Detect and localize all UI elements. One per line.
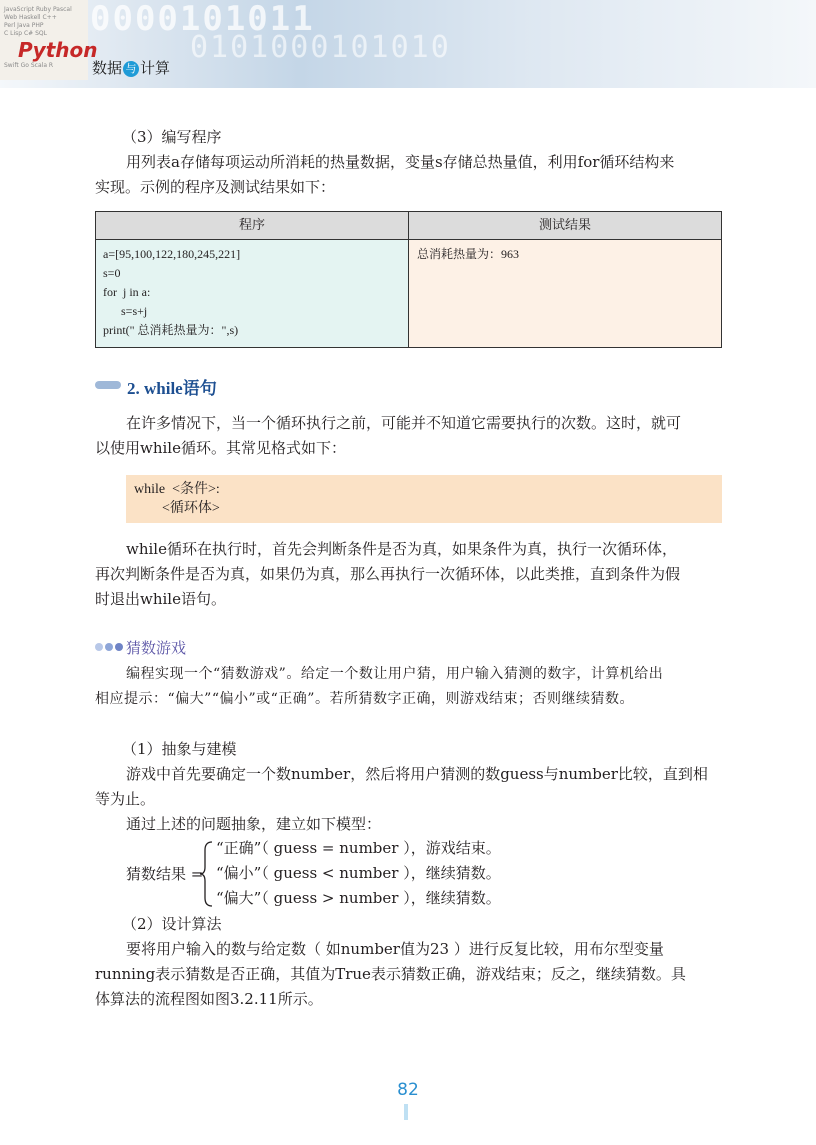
while-syntax-box <box>126 475 722 523</box>
step2-line1: 要将用户输入的数与给定数（ 如number值为23 ）进行反复比较，用布尔型变量 <box>126 940 664 958</box>
while-explain-line1: while循环在执行时，首先会判断条件是否为真，如果条件为真，执行一次循环体， <box>126 540 677 558</box>
program-code-cell <box>96 240 409 347</box>
while-intro-line1: 在许多情况下，当一个循环执行之前，可能并不知道它需要执行的次数。这时，就可 <box>126 414 682 432</box>
logo-python-text: Python <box>18 38 98 62</box>
binary-decoration-secondary: 0101000101010 <box>190 30 451 65</box>
result-text: 总消耗热量为：963 <box>417 247 520 261</box>
step1-paragraph-line2: 等为止。 <box>95 790 156 808</box>
step2-line2: running表示猜数是否正确，其值为True表示猜数正确，游戏结束；反之，继续猜数。具 <box>95 965 686 983</box>
title-dot-icon <box>115 643 123 651</box>
section-title: 2. while语句 <box>127 379 217 398</box>
title-dot-icon <box>95 643 103 651</box>
table-header-result: 测试结果 <box>409 212 721 240</box>
step1-paragraph-line1: 游戏中首先要确定一个数number，然后将用户猜测的数guess与number比较，直到相 <box>126 765 708 783</box>
while-explain-line3: 时退出while语句。 <box>95 590 226 608</box>
logo-word-row: Perl Java PHP <box>4 22 44 29</box>
step3-paragraph-line2: 实现。示例的程序及测试结果如下： <box>95 178 336 196</box>
book-title <box>92 57 170 78</box>
book-title-circle: 与 <box>123 61 139 77</box>
curly-brace-icon <box>198 840 214 908</box>
model-case: “偏大”（ guess > number ），继续猜数。 <box>216 889 501 907</box>
step1-heading: （1）抽象与建模 <box>122 740 237 758</box>
page-number: 82 <box>397 1080 419 1100</box>
book-title-part1: 数据 <box>92 59 123 77</box>
section-marker-bar <box>95 381 121 389</box>
code-line: s=s+j <box>103 304 148 318</box>
test-result-cell <box>409 240 721 347</box>
logo-word-row: Swift Go Scala R <box>4 62 54 69</box>
model-case: “正确”（ guess = number ），游戏结束。 <box>216 839 501 857</box>
code-line: a=[95,100,122,180,245,221] <box>103 247 241 261</box>
model-label: 猜数结果 = <box>126 865 204 883</box>
step2-heading: （2）设计算法 <box>122 915 222 933</box>
while-explain-line2: 再次判断条件是否为真，如果仍为真，那么再执行一次循环体，以此类推，直到条件为假 <box>95 565 681 583</box>
logo-word-row: C Lisp C# SQL <box>4 30 47 37</box>
syntax-line: while <条件>: <box>134 482 220 497</box>
logo-word-row: Web Haskell C++ <box>4 14 57 21</box>
python-logo <box>0 0 98 80</box>
game-title: 猜数游戏 <box>126 639 187 657</box>
model-case: “偏小”（ guess < number ），继续猜数。 <box>216 864 501 882</box>
code-line: s=0 <box>103 266 121 280</box>
binary-decoration: 0000101011 <box>90 0 315 39</box>
step1-paragraph2: 通过上述的问题抽象，建立如下模型： <box>126 815 382 833</box>
book-title-part2: 计算 <box>140 59 171 77</box>
step2-line3: 体算法的流程图如图3.2.11所示。 <box>95 990 323 1008</box>
game-desc-line1: 编程实现一个“猜数游戏”。给定一个数让用户猜，用户输入猜测的数字，计算机给出 <box>126 666 664 682</box>
code-line: for j in a: <box>103 285 151 299</box>
title-dot-icon <box>105 643 113 651</box>
code-line: print(" 总消耗热量为：",s) <box>103 323 239 337</box>
step3-heading: （3）编写程序 <box>122 128 222 146</box>
while-intro-line2: 以使用while循环。其常见格式如下： <box>95 439 346 457</box>
logo-word-row: JavaScript Ruby Pascal <box>4 6 72 13</box>
table-header-program: 程序 <box>96 212 409 240</box>
page-number-marker <box>404 1104 408 1120</box>
syntax-line: <循环体> <box>134 501 220 516</box>
game-desc-line2: 相应提示：“偏大”“偏小”或“正确”。若所猜数字正确，则游戏结束；否则继续猜数。 <box>95 691 634 707</box>
step3-paragraph-line1: 用列表a存储每项运动所消耗的热量数据，变量s存储总热量值，利用for循环结构来 <box>126 153 675 171</box>
program-result-table <box>95 211 722 348</box>
